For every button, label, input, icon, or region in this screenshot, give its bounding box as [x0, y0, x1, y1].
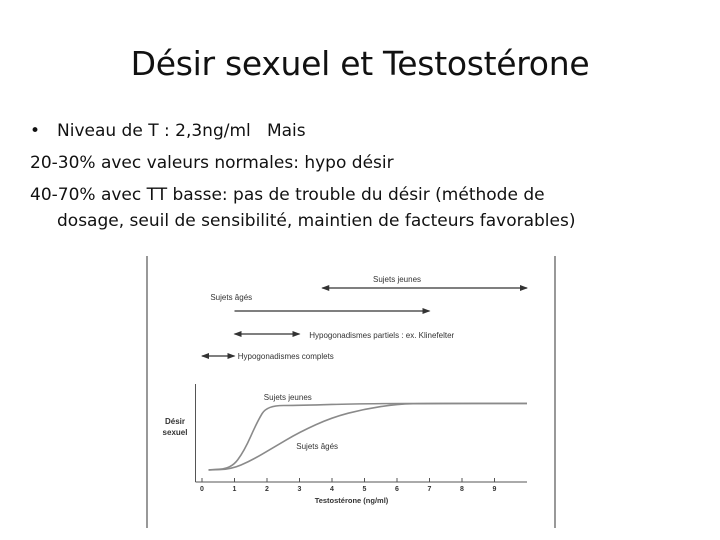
bullet-text: Niveau de T : 2,3ng/ml Mais [57, 121, 306, 141]
x-tick-label: 5 [362, 486, 367, 493]
x-tick-label: 2 [265, 486, 269, 493]
x-tick-label: 6 [395, 486, 399, 493]
y-axis-label: sexuel [162, 428, 188, 437]
paragraph-low-tt-line1: 40-70% avec TT basse: pas de trouble du désir (méthode de [30, 185, 545, 205]
series-line [209, 403, 528, 470]
x-tick-label: 0 [200, 486, 204, 493]
x-tick-label: 1 [232, 486, 237, 493]
series-line [209, 403, 528, 470]
x-tick-label: 8 [460, 486, 464, 493]
x-tick-label: 9 [492, 486, 497, 493]
range-label: Hypogonadismes complets [237, 352, 334, 361]
y-axis-label: Désir [164, 417, 186, 426]
series-label: Sujets âgés [296, 442, 339, 451]
bullet-item [30, 118, 700, 144]
slide-body [30, 118, 700, 240]
paragraph-normal-values: 20-30% avec valeurs normales: hypo désir [30, 153, 394, 173]
x-axis-label: Testostérone (ng/ml) [314, 496, 389, 505]
bullet-icon: • [30, 121, 41, 141]
series-label: Sujets jeunes [263, 393, 312, 402]
x-tick-label: 4 [330, 486, 334, 493]
range-label: Sujets jeunes [372, 275, 422, 284]
x-tick-label: 7 [427, 486, 432, 493]
figure-svg [145, 256, 557, 528]
paragraph-low-tt-line2: dosage, seuil de sensibilité, maintien de facteurs favorables) [57, 211, 576, 231]
slide-title: Désir sexuel et Testostérone [130, 44, 590, 83]
x-tick-label: 3 [297, 486, 302, 493]
range-label: Sujets âgés [210, 293, 253, 302]
range-label: Hypogonadismes partiels : ex. Klinefelter [309, 331, 455, 340]
figure-testosterone-desire [145, 256, 557, 528]
paragraph-low-tt [30, 182, 700, 234]
